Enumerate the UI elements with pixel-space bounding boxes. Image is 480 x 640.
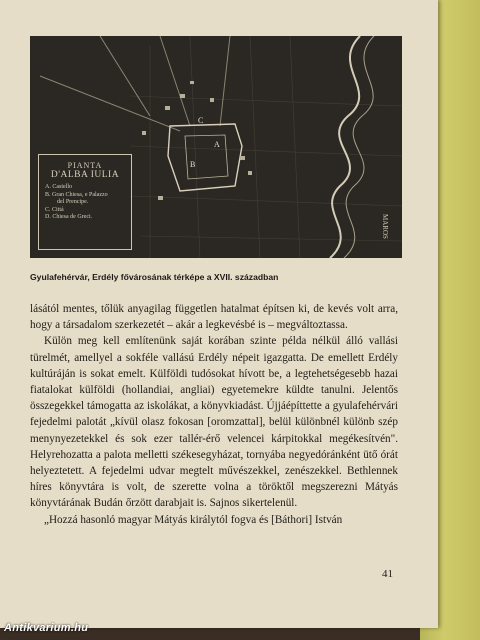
map-legend xyxy=(38,154,132,250)
legend-title: PIANTA xyxy=(67,161,103,170)
legend-item: D. Chiesa de Greci. xyxy=(45,214,93,220)
page-number: 41 xyxy=(382,568,393,580)
svg-text:MAROS: MAROS xyxy=(381,214,389,239)
legend-subtitle: D'ALBA IULIA xyxy=(50,170,120,180)
paragraph: Külön meg kell említenünk saját korában szinte példa nélkül álló vallási türelmét, amellyel a sokféle vallású Erdély népeit igazgatta. De emellett Erdély kultúráján is sokat emelt. Külföldi tudósokat hívott be, a legtehetségesebb hazai fiatalokat külföldi (hollandiai, angliai) egyetemekre küldte tanulni. Jelentős összegekkel támogatta az iskolákat, a könyvkiadást. Újjáépíttette a gyulafehérvári fejedelmi palotát „kívül olasz fokosan [oromzattal], belül különbnél különb szép menynyezetekkel és sok ezer tallér-érő velencei kárpitokkal megékesítvén". Helyrehozatta a palota melletti székesegyházat, tornyába negyedóránként ütő órát helyeztetett. A fejedelmi udvar megtelt művészekkel, zenészekkel. Bethlennek híres könyvtára is volt, de szerette volna a töröktől megszerezni Mátyás könyvtárának Budán őrzött darabjait is. Sajnos sikertelenül. xyxy=(30,335,398,510)
legend-item: del Prencipe. xyxy=(57,199,89,205)
legend-items xyxy=(45,184,131,222)
body-text xyxy=(30,301,398,528)
paragraph: „Hozzá hasonló magyar Mátyás királytól fogva és [Báthori] István xyxy=(44,513,343,526)
watermark: Antikvarium.hu xyxy=(4,622,89,634)
legend-item: A. Castello xyxy=(45,184,72,190)
legend-item: B. Gran Chiesa, e Palazzo xyxy=(45,191,108,198)
map-marker-b: B xyxy=(190,160,196,169)
legend-item: C. Cittá xyxy=(45,206,64,213)
map-marker-c: C xyxy=(198,116,204,125)
figure-caption: Gyulafehérvár, Erdély fővárosának térképe a XVII. században xyxy=(30,272,279,282)
map-marker-a: A xyxy=(214,140,220,149)
map-illustration xyxy=(30,36,402,258)
paragraph: lásától mentes, tőlük anyagilag független hatalmat építsen ki, de kevés volt arra, hogy a társadalom szerkezetét – akár a legkevésbé is – megváltoztassa. xyxy=(30,303,398,332)
